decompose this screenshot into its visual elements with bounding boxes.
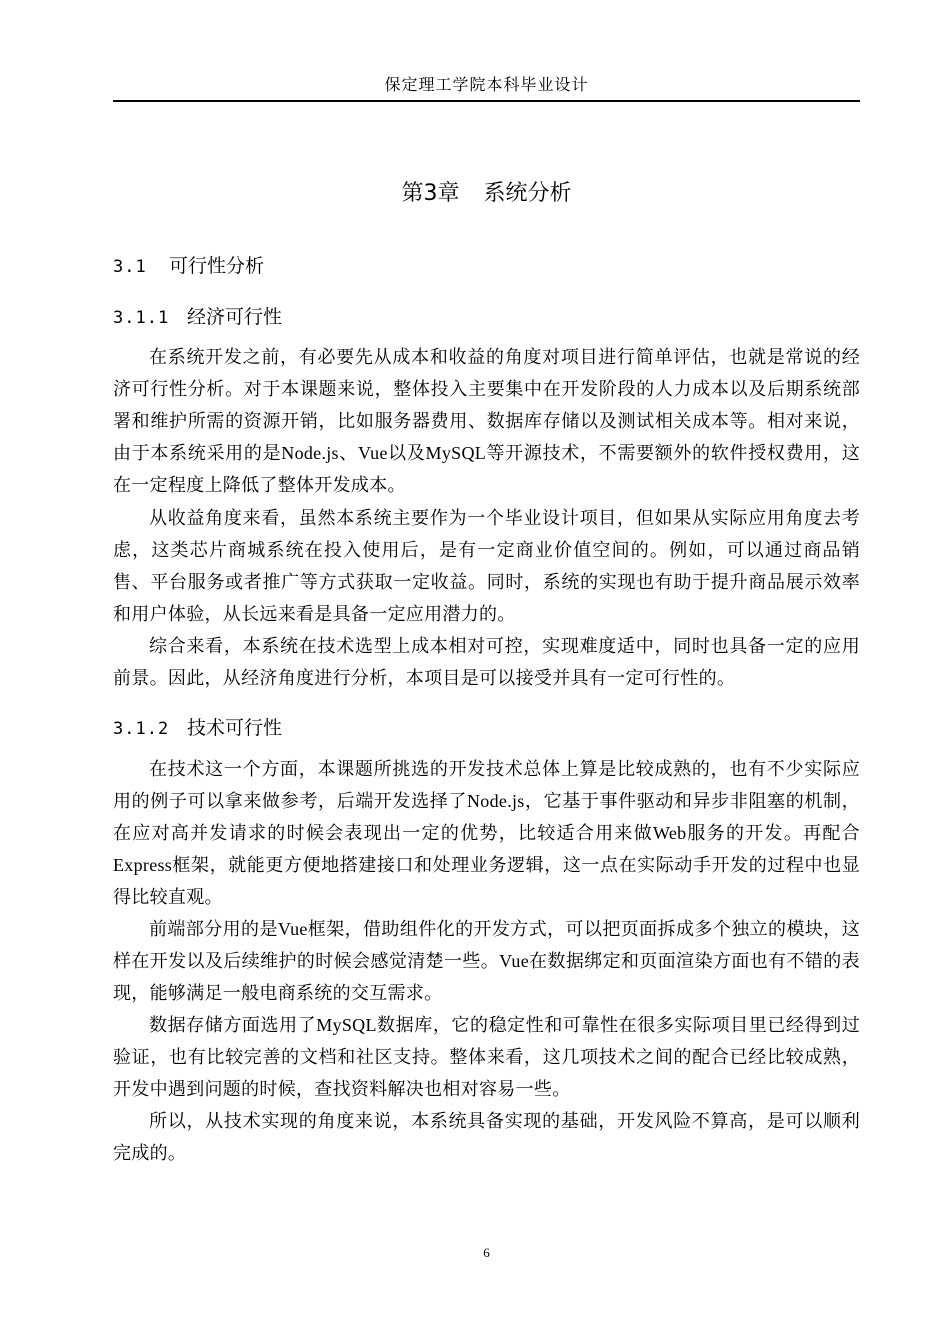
chapter-number: 第3章 (401, 181, 460, 206)
chapter-title (113, 176, 860, 212)
paragraph: 在技术这一个方面，本课题所挑选的开发技术总体上算是比较成熟的，也有不少实际应用的例子可以拿来做参考，后端开发选择了Node.js，它基于事件驱动和异步非阻塞的机制，在应对高并发请求的时候会表现出一定的优势，比较适合用来做Web服务的开发。再配合Express框架，就能更方便地搭建接口和处理业务逻辑，这一点在实际动手开发的过程中也显得比较直观。 (113, 759, 860, 907)
subsection-number: 3.1.2 (113, 719, 170, 739)
chapter-name: 系统分析 (483, 181, 572, 206)
paragraph: 在系统开发之前，有必要先从成本和收益的角度对项目进行简单评估，也就是常说的经济可行性分析。对于本课题来说，整体投入主要集中在开发阶段的人力成本以及后期系统部署和维护所需的资源开销，比如服务器费用、数据库存储以及测试相关成本等。相对来说，由于本系统采用的是Node.js、Vue以及MySQL等开源技术，不需要额外的软件授权费用，这在一定程度上降低了整体开发成本。 (113, 347, 860, 495)
subsection-title: 技术可行性 (187, 717, 283, 739)
paragraph: 综合来看，本系统在技术选型上成本相对可控，实现难度适中，同时也具备一定的应用前景。因此，从经济角度进行分析，本项目是可以接受并具有一定可行性的。 (113, 636, 860, 688)
subsection-heading-3-1-2 (113, 714, 282, 743)
running-header: 保定理工学院本科毕业设计 (384, 77, 589, 94)
paragraph: 所以，从技术实现的角度来说，本系统具备实现的基础，开发风险不算高，是可以顺利完成的。 (113, 1111, 860, 1163)
subsection-heading-3-1-1 (113, 303, 282, 332)
subsection-number: 3.1.1 (113, 308, 170, 328)
section-title: 可行性分析 (169, 255, 265, 277)
section-number: 3.1 (113, 257, 147, 277)
page-number: 6 (483, 1245, 490, 1260)
paragraph: 前端部分用的是Vue框架，借助组件化的开发方式，可以把页面拆成多个独立的模块，这样在开发以及后续维护的时候会感觉清楚一些。Vue在数据绑定和页面渲染方面也有不错的表现，能够满足一般电商系统的交互需求。 (113, 919, 860, 1003)
header-rule (113, 100, 860, 102)
paragraph: 从收益角度来看，虽然本系统主要作为一个毕业设计项目，但如果从实际应用角度去考虑，这类芯片商城系统在投入使用后，是有一定商业价值空间的。例如，可以通过商品销售、平台服务或者推广等方式获取一定收益。同时，系统的实现也有助于提升商品展示效率和用户体验，从长远来看是具备一定应用潜力的。 (113, 508, 860, 624)
paragraph: 数据存储方面选用了MySQL数据库，它的稳定性和可靠性在很多实际项目里已经得到过验证，也有比较完善的文档和社区支持。整体来看，这几项技术之间的配合已经比较成熟，开发中遇到问题的时候，查找资料解决也相对容易一些。 (113, 1015, 860, 1099)
section-heading-3-1 (113, 252, 264, 281)
subsection-title: 经济可行性 (187, 306, 283, 328)
